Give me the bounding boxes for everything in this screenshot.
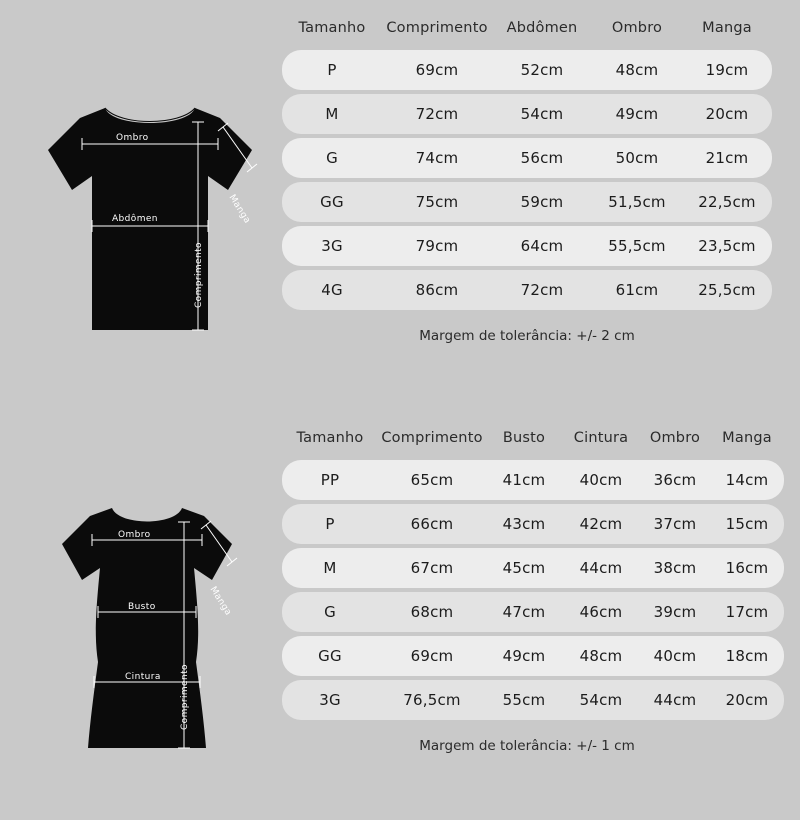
male-cell-manga: 25,5cm <box>682 270 772 310</box>
table-row <box>282 226 772 266</box>
male-cell-ombro: 50cm <box>592 138 682 178</box>
male-cell-abdomen: 54cm <box>492 94 592 134</box>
table-row <box>282 548 784 588</box>
female-cell-size: M <box>282 548 378 588</box>
female-cell-busto: 43cm <box>486 504 562 544</box>
female-table-header-row <box>282 424 784 456</box>
male-cell-comprimento: 69cm <box>382 50 492 90</box>
female-th-busto: Busto <box>502 430 546 446</box>
female-tshirt-diagram <box>20 440 280 780</box>
male-cell-comprimento: 74cm <box>382 138 492 178</box>
female-cell-ombro: 36cm <box>640 460 710 500</box>
male-tshirt-svg <box>20 30 280 370</box>
female-tolerance-note: Margem de tolerância: +/- 1 cm <box>419 738 635 754</box>
female-cell-busto: 45cm <box>486 548 562 588</box>
female-cell-comprimento: 68cm <box>378 592 486 632</box>
female-cell-ombro: 37cm <box>640 504 710 544</box>
male-label-manga: Manga <box>226 193 253 226</box>
male-cell-abdomen: 72cm <box>492 270 592 310</box>
female-cell-manga: 17cm <box>710 592 784 632</box>
male-label-comprimento: Comprimento <box>194 242 204 308</box>
male-cell-size: GG <box>282 182 382 222</box>
male-th-ombro: Ombro <box>611 20 663 36</box>
male-th-comprimento: Comprimento <box>386 20 488 36</box>
female-cell-size: 3G <box>282 680 378 720</box>
male-cell-ombro: 55,5cm <box>592 226 682 266</box>
table-row <box>282 680 784 720</box>
male-cell-manga: 19cm <box>682 50 772 90</box>
female-cell-busto: 47cm <box>486 592 562 632</box>
male-cell-abdomen: 56cm <box>492 138 592 178</box>
male-cell-ombro: 49cm <box>592 94 682 134</box>
female-cell-cintura: 46cm <box>562 592 640 632</box>
female-cell-manga: 20cm <box>710 680 784 720</box>
male-th-abdomen: Abdômen <box>506 20 578 36</box>
female-table-area <box>282 420 782 754</box>
male-cell-manga: 21cm <box>682 138 772 178</box>
table-row <box>282 636 784 676</box>
female-cell-comprimento: 67cm <box>378 548 486 588</box>
table-row <box>282 504 784 544</box>
male-cell-manga: 20cm <box>682 94 772 134</box>
female-label-comprimento: Comprimento <box>180 664 190 730</box>
male-cell-size: G <box>282 138 382 178</box>
female-cell-busto: 49cm <box>486 636 562 676</box>
male-size-table <box>282 10 772 314</box>
female-th-ombro: Ombro <box>649 430 701 446</box>
female-cell-comprimento: 69cm <box>378 636 486 676</box>
male-table-header-row <box>282 14 772 46</box>
female-size-table <box>282 420 784 724</box>
female-cell-manga: 15cm <box>710 504 784 544</box>
female-cell-size: PP <box>282 460 378 500</box>
female-cell-cintura: 54cm <box>562 680 640 720</box>
male-cell-ombro: 51,5cm <box>592 182 682 222</box>
female-cell-ombro: 40cm <box>640 636 710 676</box>
male-cell-manga: 23,5cm <box>682 226 772 266</box>
male-cell-ombro: 48cm <box>592 50 682 90</box>
female-th-comprimento: Comprimento <box>381 430 483 446</box>
female-cell-busto: 41cm <box>486 460 562 500</box>
male-cell-abdomen: 52cm <box>492 50 592 90</box>
male-cell-size: M <box>282 94 382 134</box>
female-cell-size: G <box>282 592 378 632</box>
table-row <box>282 50 772 90</box>
male-cell-comprimento: 86cm <box>382 270 492 310</box>
male-cell-size: 3G <box>282 226 382 266</box>
male-cell-comprimento: 79cm <box>382 226 492 266</box>
male-tolerance-note: Margem de tolerância: +/- 2 cm <box>419 328 635 344</box>
female-cell-comprimento: 65cm <box>378 460 486 500</box>
male-cell-abdomen: 59cm <box>492 182 592 222</box>
female-cell-comprimento: 66cm <box>378 504 486 544</box>
table-row <box>282 182 772 222</box>
female-th-cintura: Cintura <box>573 430 629 446</box>
female-th-manga: Manga <box>722 430 772 446</box>
female-cell-size: P <box>282 504 378 544</box>
male-cell-comprimento: 72cm <box>382 94 492 134</box>
male-cell-ombro: 61cm <box>592 270 682 310</box>
male-cell-comprimento: 75cm <box>382 182 492 222</box>
female-cell-cintura: 48cm <box>562 636 640 676</box>
table-row <box>282 270 772 310</box>
female-th-tamanho: Tamanho <box>296 430 364 446</box>
male-cell-size: P <box>282 50 382 90</box>
table-row <box>282 138 772 178</box>
table-row <box>282 460 784 500</box>
male-cell-abdomen: 64cm <box>492 226 592 266</box>
male-label-ombro: Ombro <box>116 133 149 143</box>
female-size-chart-block <box>0 410 800 820</box>
male-cell-size: 4G <box>282 270 382 310</box>
female-cell-ombro: 44cm <box>640 680 710 720</box>
female-cell-busto: 55cm <box>486 680 562 720</box>
table-row <box>282 592 784 632</box>
female-cell-ombro: 39cm <box>640 592 710 632</box>
male-th-manga: Manga <box>702 20 752 36</box>
female-cell-size: GG <box>282 636 378 676</box>
table-row <box>282 94 772 134</box>
female-cell-cintura: 44cm <box>562 548 640 588</box>
female-label-ombro: Ombro <box>118 530 151 540</box>
female-label-busto: Busto <box>128 602 156 612</box>
male-th-tamanho: Tamanho <box>298 20 366 36</box>
female-label-cintura: Cintura <box>125 672 161 682</box>
male-label-abdomen: Abdômen <box>112 214 158 224</box>
female-cell-manga: 16cm <box>710 548 784 588</box>
male-table-area <box>282 10 782 344</box>
female-cell-manga: 14cm <box>710 460 784 500</box>
female-cell-cintura: 42cm <box>562 504 640 544</box>
male-tshirt-diagram <box>20 30 280 370</box>
female-cell-ombro: 38cm <box>640 548 710 588</box>
female-cell-manga: 18cm <box>710 636 784 676</box>
female-cell-comprimento: 76,5cm <box>378 680 486 720</box>
male-cell-manga: 22,5cm <box>682 182 772 222</box>
female-cell-cintura: 40cm <box>562 460 640 500</box>
female-label-manga: Manga <box>207 585 234 618</box>
